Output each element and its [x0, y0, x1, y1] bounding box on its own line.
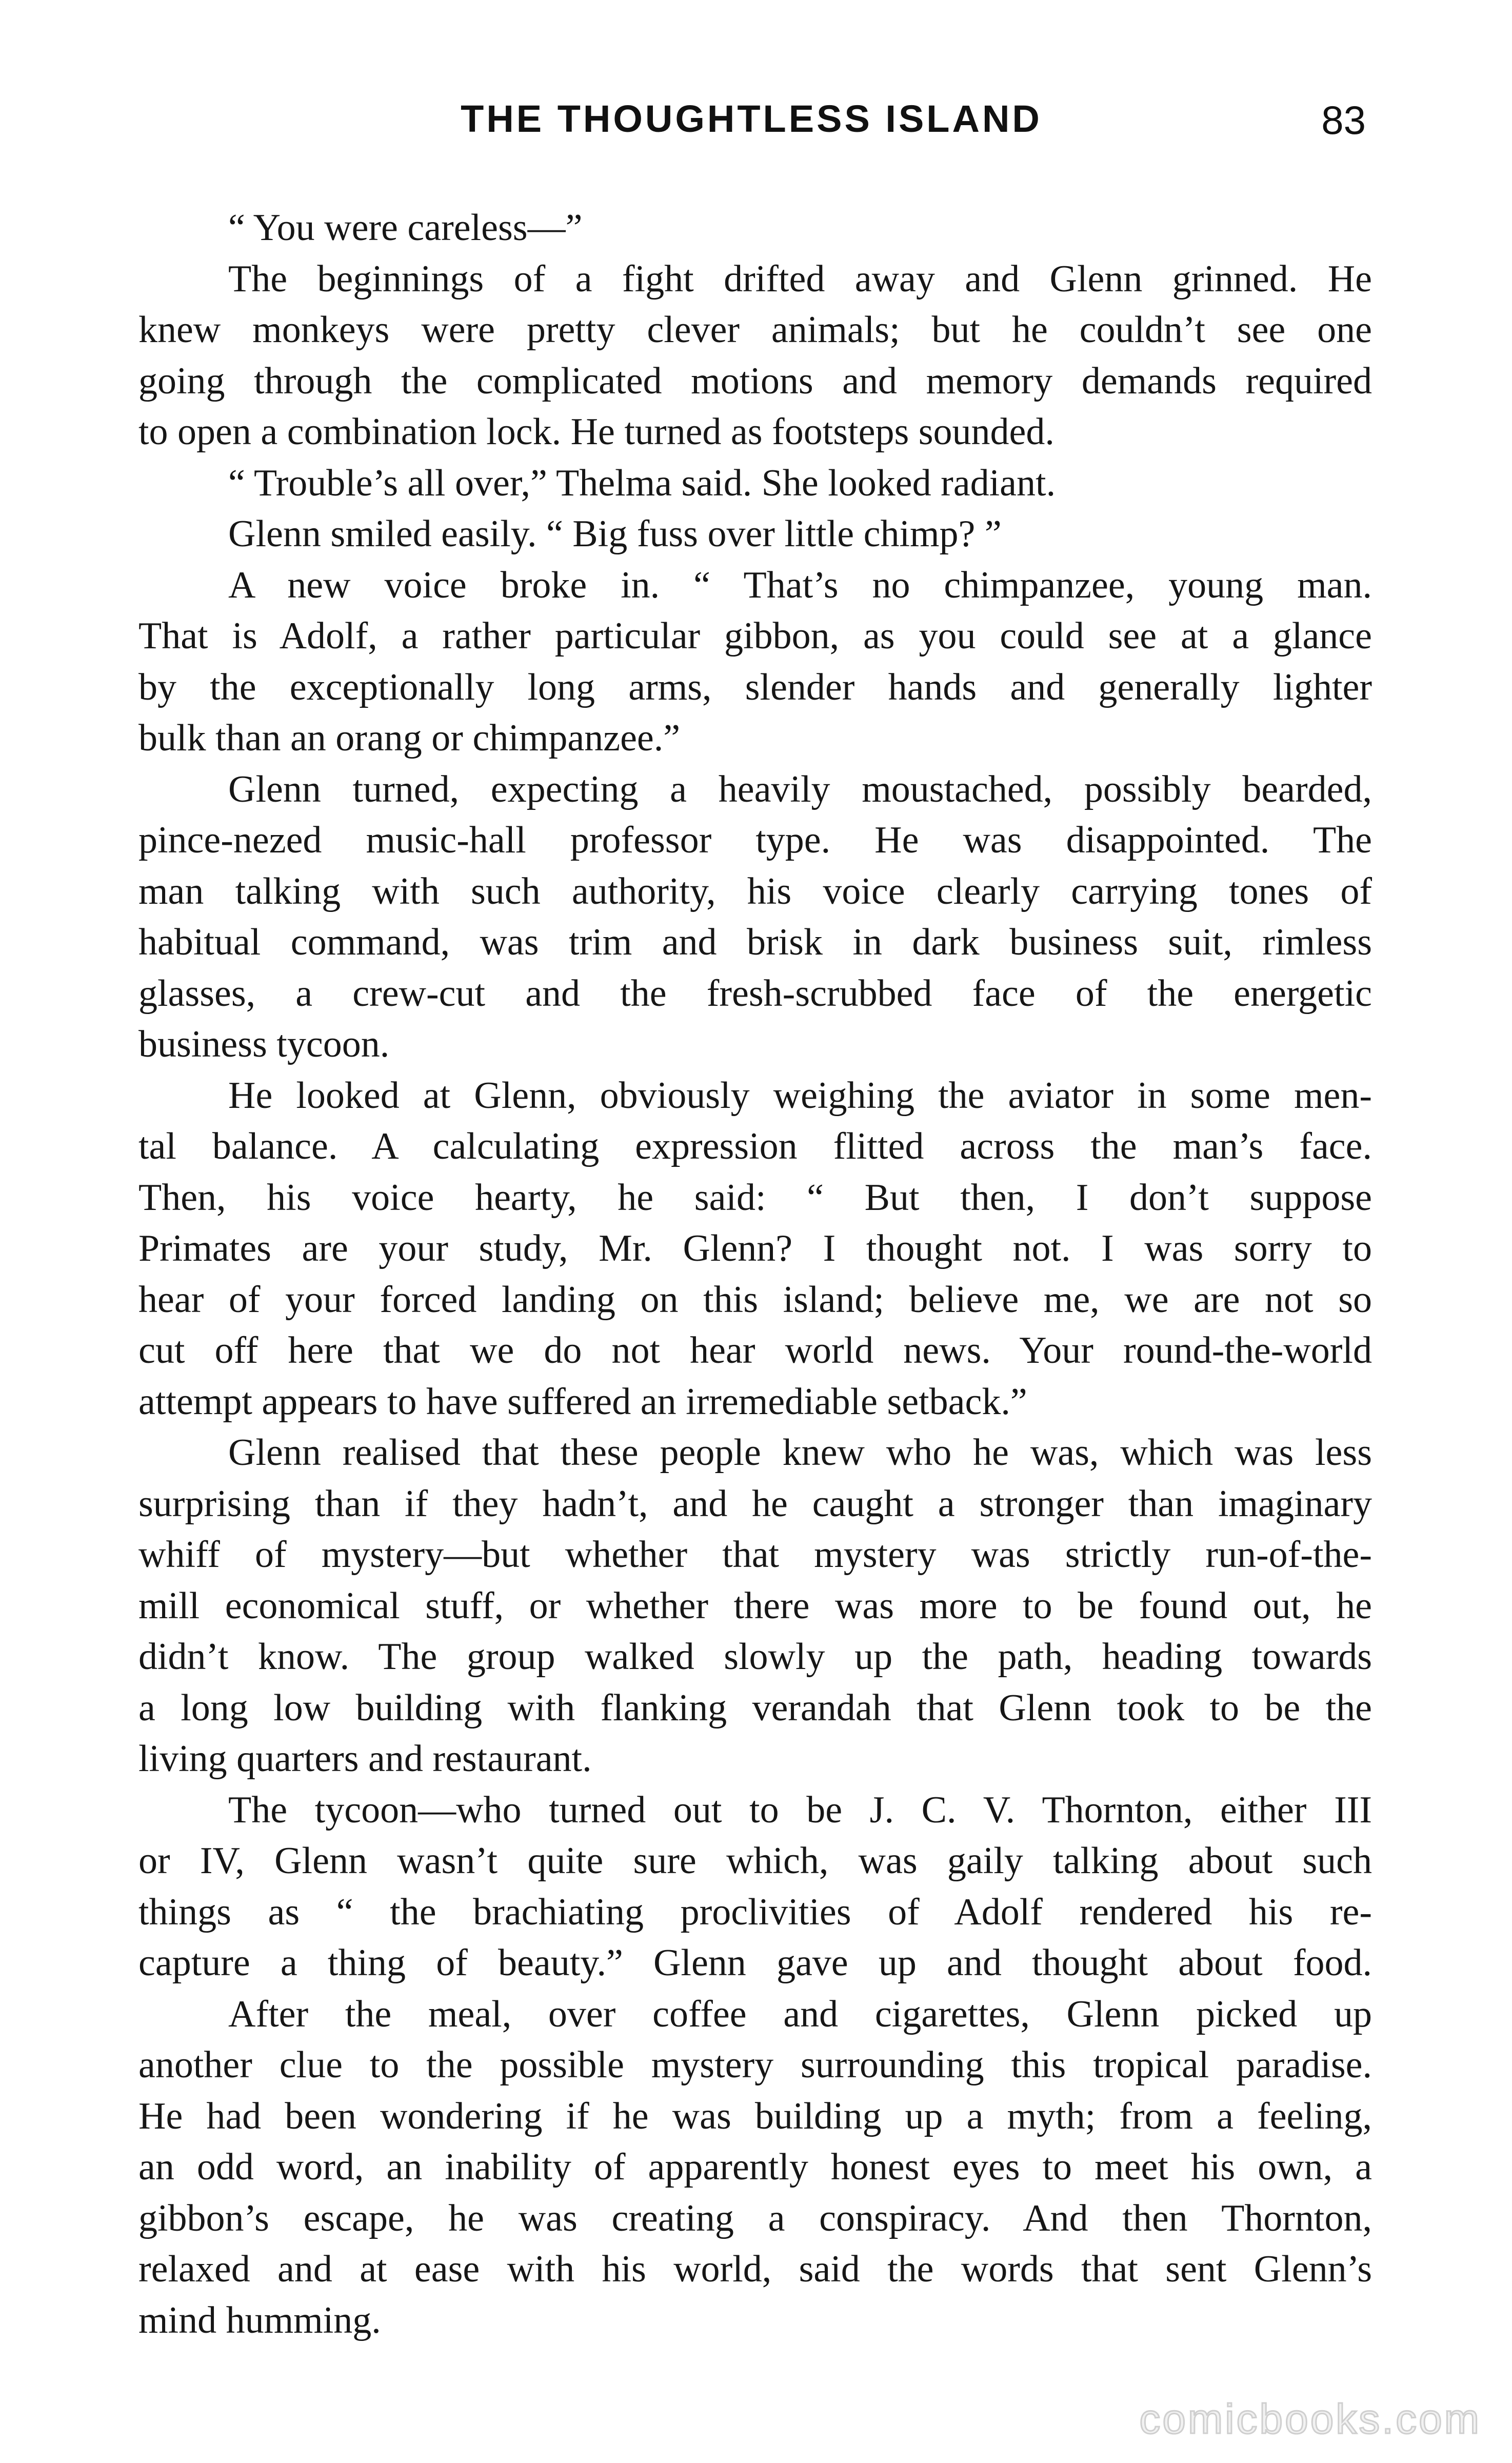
text-line: A new voice broke in. “ That’s no chimpanzee, young man.	[228, 564, 1372, 606]
text-line: by the exceptionally long arms, slender hands and generally lighter	[138, 666, 1372, 708]
text-line: cut off here that we do not hear world news. Your round-the-world	[138, 1329, 1372, 1372]
watermark: comicbooks.com	[1139, 2396, 1481, 2442]
text-line: to open a combination lock. He turned as footsteps sounded.	[138, 411, 1055, 453]
text-line: mill economical stuff, or whether there was more to be found out, he	[138, 1584, 1372, 1627]
text-line: whiff of mystery—but whether that mystery was strictly run-of-the-	[138, 1534, 1372, 1576]
text-line: capture a thing of beauty.” Glenn gave up and thought about food.	[138, 1942, 1372, 1984]
text-line: man talking with such authority, his voice clearly carrying tones of	[138, 870, 1372, 912]
text-line: an odd word, an inability of apparently honest eyes to meet his own, a	[138, 2146, 1372, 2188]
text-line: pince-nezed music-hall professor type. He was disappointed. The	[138, 819, 1372, 861]
text-line: He looked at Glenn, obviously weighing the aviator in some men-	[228, 1074, 1372, 1117]
text-line: knew monkeys were pretty clever animals; but he couldn’t see one	[138, 309, 1372, 351]
text-line: Then, his voice hearty, he said: “ But then, I don’t suppose	[138, 1176, 1372, 1219]
text-line: “ You were careless—”	[228, 207, 583, 249]
text-line: The tycoon—who turned out to be J. C. V. Thornton, either III	[228, 1789, 1372, 1831]
running-head-title: THE THOUGHTLESS ISLAND	[461, 97, 1042, 140]
text-line: That is Adolf, a rather particular gibbon, as you could see at a glance	[138, 615, 1372, 657]
text-line: another clue to the possible mystery surrounding this tropical paradise.	[138, 2044, 1372, 2086]
text-line: mind humming.	[138, 2299, 381, 2341]
text-line: “ Trouble’s all over,” Thelma said. She looked radiant.	[228, 462, 1056, 504]
text-line: glasses, a crew-cut and the fresh-scrubbed face of the energetic	[138, 972, 1372, 1015]
text-line: didn’t know. The group walked slowly up the path, heading towards	[138, 1636, 1372, 1678]
page-number: 83	[1321, 97, 1366, 143]
text-line: or IV, Glenn wasn’t quite sure which, was gaily talking about such	[138, 1840, 1372, 1882]
text-line: The beginnings of a fight drifted away and Glenn grinned. He	[228, 257, 1372, 300]
text-line: surprising than if they hadn’t, and he caught a stronger than imaginary	[138, 1482, 1372, 1525]
text-line: gibbon’s escape, he was creating a conspiracy. And then Thornton,	[138, 2197, 1372, 2239]
text-line: relaxed and at ease with his world, said the words that sent Glenn’s	[138, 2248, 1372, 2290]
text-line: bulk than an orang or chimpanzee.”	[138, 717, 681, 759]
text-line: tal balance. A calculating expression flitted across the man’s face.	[138, 1125, 1372, 1167]
text-line: Glenn smiled easily. “ Big fuss over little chimp? ”	[228, 513, 1002, 555]
text-line: He had been wondering if he was building up a myth; from a feeling,	[138, 2095, 1372, 2137]
text-line: a long low building with flanking verandah that Glenn took to be the	[138, 1686, 1372, 1729]
text-line: living quarters and restaurant.	[138, 1738, 592, 1780]
text-line: hear of your forced landing on this island; believe me, we are not so	[138, 1278, 1372, 1321]
text-line: going through the complicated motions and memory demands required	[138, 360, 1372, 402]
text-line: attempt appears to have suffered an irremediable setback.”	[138, 1380, 1027, 1423]
text-line: Glenn turned, expecting a heavily moustached, possibly bearded,	[228, 768, 1372, 810]
text-line: After the meal, over coffee and cigarettes, Glenn picked up	[228, 1993, 1372, 2035]
text-line: Primates are your study, Mr. Glenn? I thought not. I was sorry to	[138, 1227, 1372, 1269]
text-line: things as “ the brachiating proclivities of Adolf rendered his re-	[138, 1891, 1372, 1933]
text-line: Glenn realised that these people knew who he was, which was less	[228, 1432, 1372, 1474]
text-line: business tycoon.	[138, 1023, 390, 1065]
text-line: habitual command, was trim and brisk in dark business suit, rimless	[138, 921, 1372, 963]
body-text	[138, 203, 1372, 2346]
